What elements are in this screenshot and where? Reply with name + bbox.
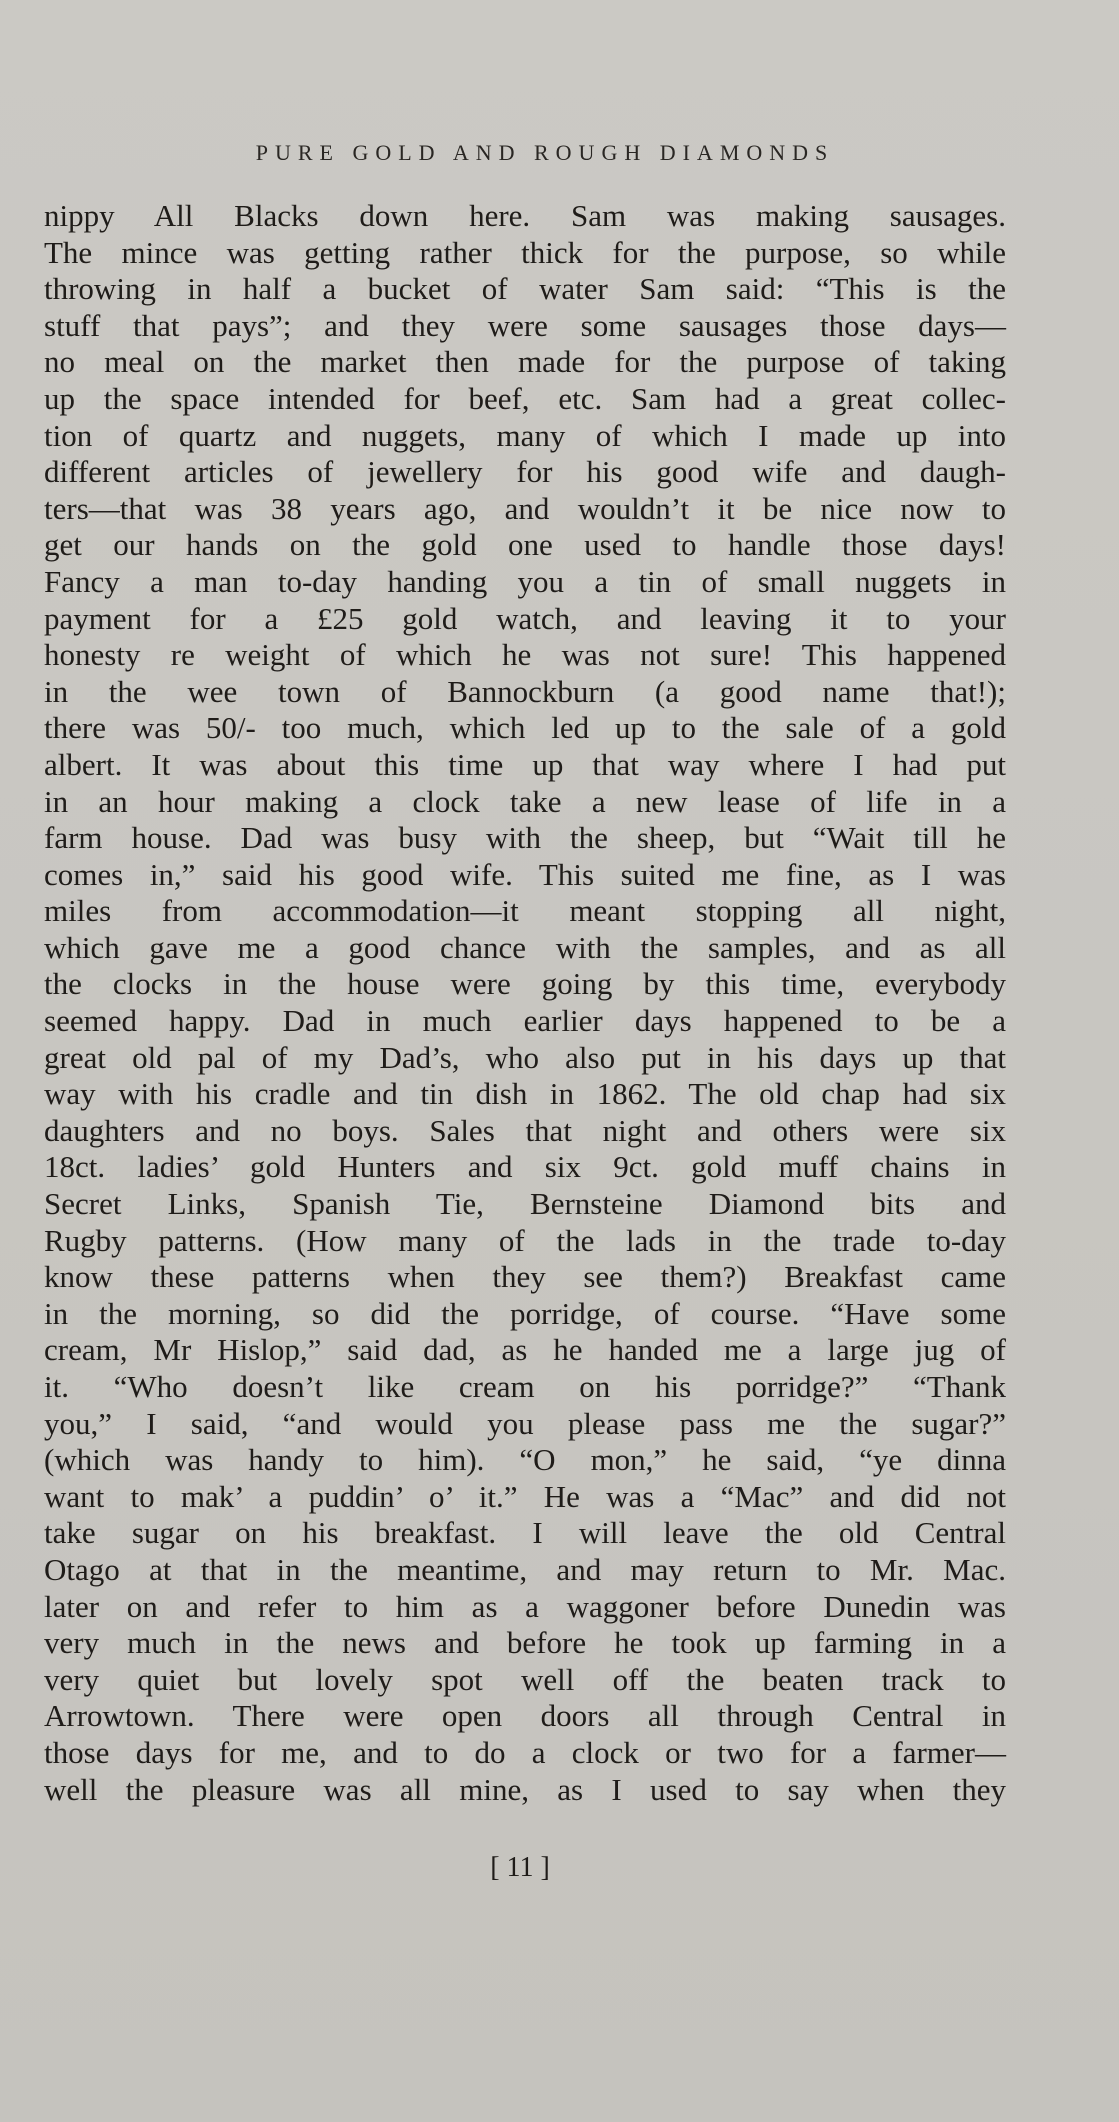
text-line: stuff that pays”; and they were some sausages those days— — [44, 307, 1006, 343]
text-line: daughters and no boys. Sales that night and others were six — [44, 1112, 1006, 1148]
text-line: (which was handy to him). “O mon,” he said, “ye dinna — [44, 1442, 1006, 1478]
text-line: cream, Mr Hislop,” said dad, as he handed me a large jug of — [44, 1332, 1006, 1368]
text-line: later on and refer to him as a waggoner before Dunedin was — [44, 1588, 1006, 1624]
text-line: 18ct. ladies’ gold Hunters and six 9ct. gold muff chains in — [44, 1149, 1006, 1185]
text-line: get our hands on the gold one used to handle those days! — [44, 527, 1006, 563]
text-line: Rugby patterns. (How many of the lads in the trade to-day — [44, 1222, 1006, 1258]
page-number: [ 11 ] — [490, 1852, 550, 1883]
text-line: which gave me a good chance with the samples, and as all — [44, 929, 1006, 965]
text-line: take sugar on his breakfast. I will leave the old Central — [44, 1515, 1006, 1551]
text-line: ters—that was 38 years ago, and wouldn’t it be nice now to — [44, 490, 1006, 526]
text-line: Fancy a man to-day handing you a tin of small nuggets in — [44, 563, 1006, 599]
running-head: PURE GOLD AND ROUGH DIAMONDS — [255, 140, 835, 165]
text-line: Arrowtown. There were open doors all through Central in — [44, 1698, 1006, 1734]
text-line: it. “Who doesn’t like cream on his porridge?” “Thank — [44, 1369, 1006, 1404]
text-line: honesty re weight of which he was not sure! This happened — [44, 637, 1006, 673]
text-line: comes in,” said his good wife. This suited me fine, as I was — [44, 856, 1006, 892]
text-line: those days for me, and to do a clock or two for a farmer— — [44, 1734, 1006, 1770]
text-line: way with his cradle and tin dish in 1862. The old chap had six — [44, 1076, 1006, 1112]
text-line: The mince was getting rather thick for the purpose, so while — [44, 234, 1006, 270]
text-line: in the morning, so did the porridge, of course. “Have some — [44, 1295, 1006, 1331]
text-line: very quiet but lovely spot well off the beaten track to — [44, 1661, 1006, 1697]
text-line: in the wee town of Bannockburn (a good name that!); — [44, 673, 1006, 709]
body-text — [44, 198, 1006, 1808]
text-line: nippy All Blacks down here. Sam was making sausages. — [44, 198, 1006, 233]
text-line: different articles of jewellery for his good wife and daugh- — [44, 454, 1006, 490]
text-line: well the pleasure was all mine, as I used to say when they — [44, 1771, 1006, 1807]
text-line: know these patterns when they see them?) Breakfast came — [44, 1259, 1006, 1295]
text-line: farm house. Dad was busy with the sheep, but “Wait till he — [44, 820, 1006, 856]
text-line: seemed happy. Dad in much earlier days happened to be a — [44, 1003, 1006, 1039]
text-line: throwing in half a bucket of water Sam said: “This is the — [44, 271, 1006, 307]
text-line: Secret Links, Spanish Tie, Bernsteine Diamond bits and — [44, 1186, 1006, 1222]
text-line: tion of quartz and nuggets, many of which I made up into — [44, 417, 1006, 453]
text-line: miles from accommodation—it meant stopping all night, — [44, 893, 1006, 929]
text-line: very much in the news and before he took up farming in a — [44, 1625, 1006, 1661]
text-line: you,” I said, “and would you please pass me the sugar?” — [44, 1405, 1006, 1441]
text-line: the clocks in the house were going by this time, everybody — [44, 966, 1006, 1002]
text-line: no meal on the market then made for the purpose of taking — [44, 344, 1006, 380]
text-line: in an hour making a clock take a new lease of life in a — [44, 783, 1006, 819]
text-line: up the space intended for beef, etc. Sam had a great collec- — [44, 380, 1006, 416]
text-line: want to mak’ a puddin’ o’ it.” He was a “Mac” and did not — [44, 1478, 1006, 1514]
text-line: albert. It was about this time up that way where I had put — [44, 746, 1006, 782]
text-line: Otago at that in the meantime, and may return to Mr. Mac. — [44, 1551, 1006, 1587]
text-line: there was 50/- too much, which led up to the sale of a gold — [44, 710, 1006, 746]
text-line: payment for a £25 gold watch, and leaving it to your — [44, 600, 1006, 636]
text-line: great old pal of my Dad’s, who also put in his days up that — [44, 1039, 1006, 1075]
